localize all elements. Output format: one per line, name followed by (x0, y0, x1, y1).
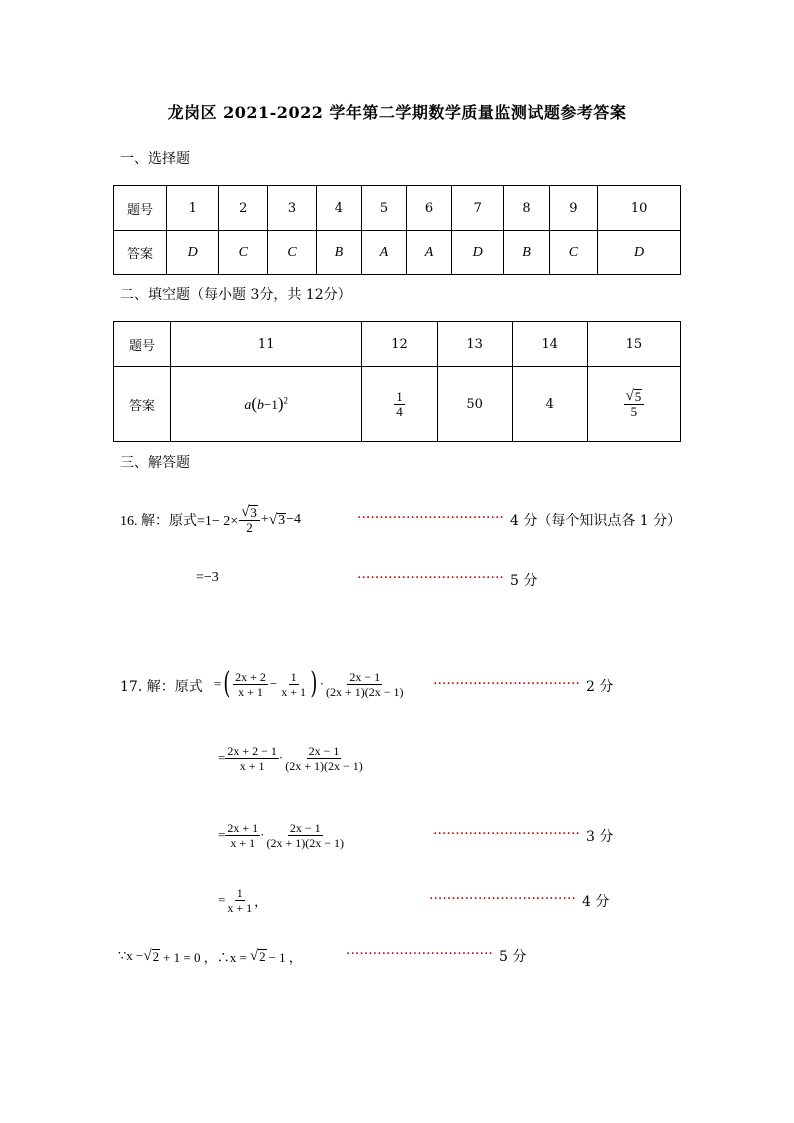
dot-icon: · (260, 827, 265, 842)
answer-cell-15 (587, 367, 680, 442)
q16-sqrt: √ 3 (268, 511, 286, 528)
fraction-numerator: 1 (396, 388, 403, 404)
q17-score-dots-1: ································· (433, 676, 580, 692)
q17-l4-eq: = (218, 892, 226, 907)
q16-label: 16. 解：原式=1− 2× (120, 514, 239, 529)
table-header-cell: 题号 (114, 322, 171, 367)
left-paren-icon: ( (223, 666, 231, 701)
q17-score-dots-4: ································· (429, 891, 576, 907)
answer-11-open-paren: ( (251, 394, 258, 413)
section-3-heading: 三、解答题 (120, 455, 190, 471)
answer-cell: A (406, 231, 451, 275)
answer-11-exponent: 2 (283, 395, 289, 406)
answer-12-fraction (394, 390, 405, 419)
q17-line-3 (218, 815, 346, 855)
q17-l5-mid: + 1 = 0 ，∴x = (163, 949, 247, 965)
question-number-cell: 1 (167, 186, 219, 231)
q17-label: 17. 解：原式 (120, 679, 203, 695)
sqrt-symbol: √ 2 (249, 947, 266, 964)
q17-l3-fraction-2: $\frac{2x - 1}{(2x + 1)(2x - 1)}$ (266, 820, 344, 850)
question-number-cell: 11 (171, 322, 362, 367)
table-row (114, 322, 681, 367)
question-number-cell: 15 (587, 322, 680, 367)
q17-l1-minus: − (269, 676, 278, 691)
question-number-cell: 9 (549, 186, 598, 231)
q16-tail: −4 (286, 512, 301, 527)
q16-score-2: 5 分 (510, 573, 538, 589)
fraction-denominator: 5 (630, 404, 638, 419)
q17-line-2 (218, 738, 365, 778)
q17-l5-end: − 1 ， (268, 949, 302, 965)
section-2-heading: 二、填空题（每小题 3分，共 12分） (120, 287, 352, 303)
question-number-cell: 5 (361, 186, 406, 231)
question-number-cell: 7 (452, 186, 504, 231)
table-row (114, 186, 681, 231)
q16-line-1 (120, 500, 301, 540)
q17-l4-comma: ， (254, 893, 268, 909)
fraction-numerator (624, 389, 645, 405)
fraction-numerator: √ 3 (239, 505, 260, 521)
q17-score-1: 2 分 (586, 679, 614, 695)
q17-l2-eq: = (218, 750, 226, 765)
q17-score-5: 5 分 (499, 949, 527, 965)
answer-15-fraction (624, 389, 645, 419)
table-header-cell: 答案 (114, 231, 167, 275)
question-number-cell: 6 (406, 186, 451, 231)
sqrt-symbol: √ 5 (625, 388, 642, 404)
q17-l3-eq: = (218, 827, 226, 842)
answer-cell: C (219, 231, 268, 275)
q16-score-dots-1: ································· (357, 510, 504, 526)
question-number-cell: 12 (362, 322, 437, 367)
table-row (114, 231, 681, 275)
table-header-cell: 答案 (114, 367, 171, 442)
answer-11-minus-one: −1 (264, 397, 278, 412)
q16-plus: + (260, 512, 269, 527)
question-number-cell: 3 (268, 186, 317, 231)
table-header-cell: 题号 (114, 186, 167, 231)
fraction-denominator: 4 (396, 403, 403, 419)
q17-score-dots-5: ································· (346, 946, 493, 962)
answer-cell-13: 50 (437, 367, 512, 442)
q17-line-4 (218, 882, 267, 918)
section-1-heading: 一、选择题 (120, 151, 190, 167)
q17-l3-fraction-1: $\frac{2x + 1}{x + 1}$ (227, 820, 259, 850)
answer-11-close-paren: ) (277, 394, 284, 413)
answer-cell-11 (171, 367, 362, 442)
q16-score-1: 4 分（每个知识点各 1 分） (510, 513, 682, 529)
table-row (114, 367, 681, 442)
question-number-cell: 13 (437, 322, 512, 367)
answer-11-a: a (244, 398, 252, 413)
q17-l1-fraction-1: $\frac{2x + 2}{x + 1}$ (235, 669, 266, 699)
q17-l1-fraction-3: $\frac{2x - 1}{(2x + 1)(2x - 1)}$ (326, 669, 404, 699)
answer-cell: A (361, 231, 406, 275)
q17-l1-fraction-2: $\frac{1}{x + 1}$ (281, 669, 306, 699)
question-number-cell: 4 (316, 186, 361, 231)
q17-l4-fraction: $\frac{1}{x + 1}$ (227, 885, 253, 915)
q16-fraction (239, 505, 260, 535)
q17-line-1 (214, 660, 406, 708)
answer-cell-14: 4 (512, 367, 587, 442)
answer-cell: B (504, 231, 549, 275)
answer-cell: D (167, 231, 219, 275)
fill-blank-answer-table (113, 321, 681, 442)
answer-cell: D (598, 231, 681, 275)
question-number-cell: 8 (504, 186, 549, 231)
q17-score-3: 3 分 (586, 829, 614, 845)
q17-l2-fraction-2: $\frac{2x - 1}{(2x + 1)(2x - 1)}$ (285, 743, 363, 773)
dot-icon: · (319, 676, 325, 691)
q17-l2-fraction-1: $\frac{2x + 2 - 1}{x + 1}$ (227, 743, 277, 773)
q17-score-4: 4 分 (582, 894, 610, 910)
fraction-denominator: 2 (246, 520, 253, 535)
q17-score-dots-3: ································· (433, 826, 580, 842)
answer-cell: D (452, 231, 504, 275)
q16-score-dots-2: ································· (357, 570, 504, 586)
q16-line-2: =−3 (196, 570, 219, 585)
answer-cell: C (549, 231, 598, 275)
q17-eq: = (214, 676, 222, 691)
question-number-cell: 10 (598, 186, 681, 231)
document-title: 龙岗区 2021-2022 学年第二学期数学质量监测试题参考答案 (167, 103, 627, 122)
q17-line-5 (118, 944, 302, 968)
question-number-cell: 14 (512, 322, 587, 367)
q17-l5-because: ∵x − (118, 948, 144, 963)
answer-11-b: b (257, 398, 265, 413)
answer-cell: C (268, 231, 317, 275)
sqrt-symbol: √ 2 (143, 947, 160, 964)
dot-icon: · (278, 750, 284, 765)
answer-cell-12 (362, 367, 437, 442)
choice-answer-table (113, 185, 681, 275)
right-paren-icon: ) (310, 666, 318, 701)
answer-cell: B (316, 231, 361, 275)
question-number-cell: 2 (219, 186, 268, 231)
